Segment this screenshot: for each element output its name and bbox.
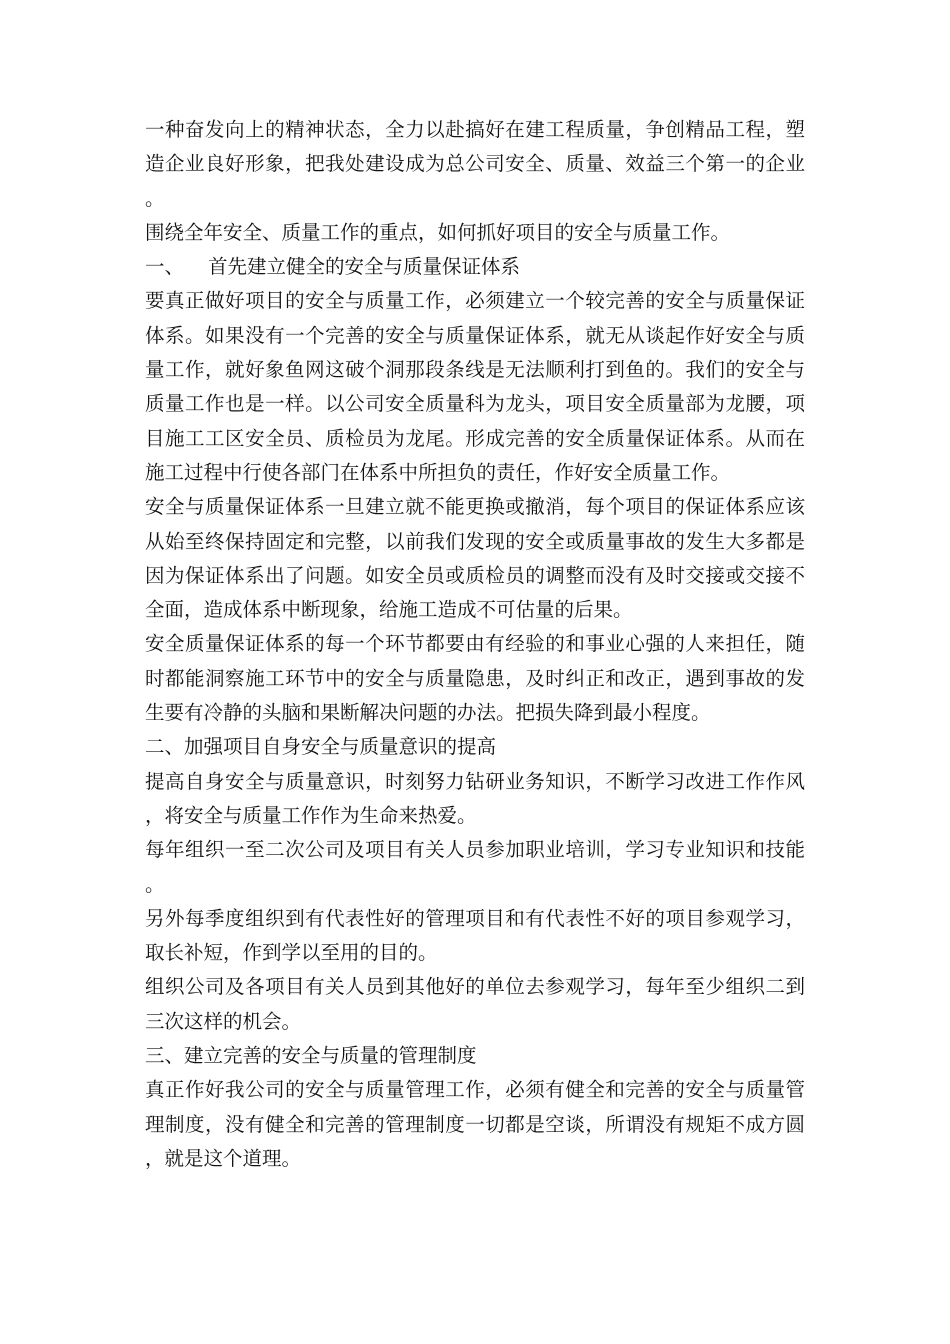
section-heading-3 [145,1039,805,1073]
section-number: 一、 [145,255,185,279]
section-number: 三、 [145,1044,185,1068]
paragraph: 另外每季度组织到有代表性好的管理项目和有代表性不好的项目参观学习，取长补短，作到学以至用的目的。 [145,906,805,965]
section-title: 首先建立健全的安全与质量保证体系 [208,255,521,279]
section-heading-1 [145,250,805,284]
paragraph: 安全质量保证体系的每一个环节都要由有经验的和事业心强的人来担任，随时都能洞察施工环节中的安全与质量隐患，及时纠正和改正，遇到事故的发生要有冷静的头脑和果断解决问题的办法。把损失降到最小程度。 [145,632,805,725]
paragraph: 提高自身安全与质量意识，时刻努力钻研业务知识，不断学习改进工作作风，将安全与质量工作作为生命来热爱。 [145,769,805,827]
section-heading-2 [145,730,805,764]
paragraph: 围绕全年安全、质量工作的重点，如何抓好项目的安全与质量工作。 [145,220,731,244]
paragraph: 真正作好我公司的安全与质量管理工作，必须有健全和完善的安全与质量管理制度，没有健全和完善的管理制度一切都是空谈，所谓没有规矩不成方圆，就是这个道理。 [145,1078,805,1170]
document-body [145,113,805,1176]
paragraph: 一种奋发向上的精神状态，全力以赴搞好在建工程质量，争创精品工程，塑造企业良好形象，把我处建设成为总公司安全、质量、效益三个第一的企业。 [145,118,805,210]
section-title: 建立完善的安全与质量的管理制度 [184,1044,477,1068]
paragraph: 组织公司及各项目有关人员到其他好的单位去参观学习，每年至少组织二到三次这样的机会。 [145,975,805,1033]
paragraph: 每年组织一至二次公司及项目有关人员参加职业培训，学习专业知识和技能。 [145,838,805,896]
section-title: 加强项目自身安全与质量意识的提高 [184,735,497,759]
paragraph: 要真正做好项目的安全与质量工作，必须建立一个较完善的安全与质量保证体系。如果没有一个完善的安全与质量保证体系，就无从谈起作好安全与质量工作，就好象鱼网这破个洞那段条线是无法顺利打到鱼的。我们的安全与质量工作也是一样。以公司安全质量科为龙头，项目安全质量部为龙腰，项目施工工区安全员、质检员为龙尾。形成完善的安全质量保证体系。从而在施工过程中行使各部门在体系中所担负的责任，作好安全质量工作。 [145,289,805,484]
section-number: 二、 [145,735,185,759]
paragraph: 安全与质量保证体系一旦建立就不能更换或撤消，每个项目的保证体系应该从始至终保持固定和完整，以前我们发现的安全或质量事故的发生大多都是因为保证体系出了问题。如安全员或质检员的调整而没有及时交接或交接不全面，造成体系中断现象，给施工造成不可估量的后果。 [145,495,805,622]
